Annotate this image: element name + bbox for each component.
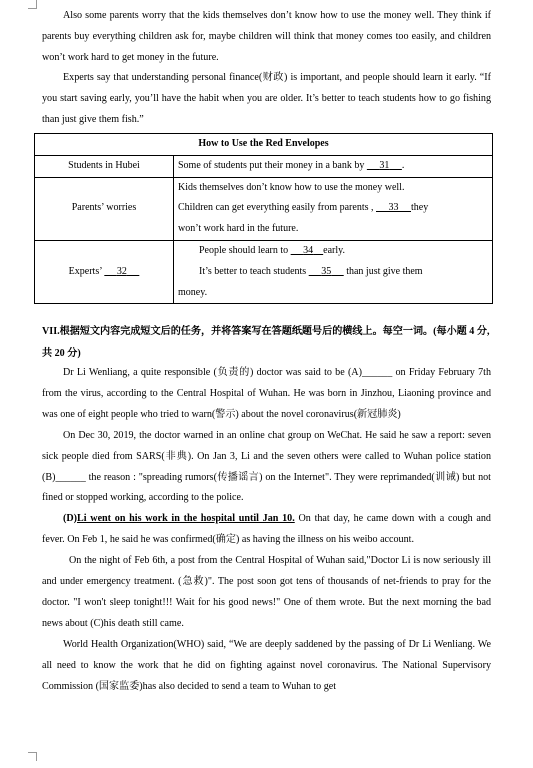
row-students-text: Some of students put their money in a bank by 31 . <box>174 155 493 177</box>
row-label-students <box>35 155 174 177</box>
parents-line-3: won’t work hard in the future. <box>178 223 299 235</box>
table-title: How to Use the Red Envelopes <box>35 134 493 156</box>
margin-mark-top <box>28 0 37 9</box>
section-vii-title: VII.根据短文内容完成短文后的任务，并将答案写在答题纸题号后的横线上。每空一词。(每小题 4 分,共 20 分) <box>42 326 490 359</box>
row-parents-text <box>174 177 493 240</box>
paragraph-who: World Health Organization(WHO) said, “We are deeply saddened by the passing of Dr Li Wenliang. We all need to know the work that he did on fighting against novel coronavirus. The National Supervisory Commission (国家监委)has also decided to send a team to Wuhan to get <box>42 638 491 692</box>
experts-line-2: It’s better to teach students 35 than just give them <box>199 265 423 277</box>
paragraph-experts: Experts say that understanding personal finance(财政) is important, and people should learn it early. “If you start saving early, you’ll have the habit when you are older. It’s better to teach students how to go fishing than just give them fish.” <box>42 72 491 125</box>
blank-31[interactable]: 31 <box>379 159 390 171</box>
red-envelopes-table <box>34 133 493 304</box>
margin-mark-bottom <box>28 752 37 761</box>
paragraph-warning: On Dec 30, 2019, the doctor warned in an online chat group on WeChat. He said he saw a report: seven sick people died from SARS(非典). On Jan 3, Li and the seven others were called to Wuhan police station (B)______ the reason : "spreading rumors(传播谣言) on the Internet". They were reprimanded(训诫) but not fined or stopped working, according to the police. <box>42 429 491 504</box>
underlined-sentence-d: Li went on his work in the hospital until Jan 10. <box>77 513 295 525</box>
passage-dr-li <box>42 363 491 698</box>
row-experts-text <box>174 240 493 303</box>
blank-34[interactable]: 34 <box>303 244 314 256</box>
students-in-hubei-label: Students in Hubei <box>68 159 140 171</box>
experts-line-3: money. <box>178 286 208 298</box>
row-label-experts: Experts’ 32 <box>35 240 174 303</box>
experts-line-1: People should learn to 34 early. <box>199 244 345 256</box>
paragraph-night-post: On the night of Feb 6th, a post from the Central Hospital of Wuhan said,"Doctor Li is now seriously ill and under emergency treatment. (急救)". The post soon got tens of thousands of net-friends to pray for the doctor. "I won't sleep tonight!!! Wait for his good news!" One of them wrote. But the next morning the bad news about (C)his death still came. <box>42 555 491 629</box>
passage-top <box>42 6 491 131</box>
row-label-parents: Parents’ worries <box>35 177 174 240</box>
paragraph-went-on-work: (D)Li went on his work in the hospital until Jan 10. On that day, he came down with a cough and fever. On Feb 1, he said he was confirmed(确定) as having the illness on his weibo account. <box>42 513 491 546</box>
blank-35[interactable]: 35 <box>321 265 332 277</box>
students-text: Some of students put their money in a bank by <box>178 159 365 171</box>
blank-32[interactable]: 32 <box>116 265 127 277</box>
paragraph-dr-li-intro: Dr Li Wenliang, a quite responsible (负责的) doctor was said to be (A)______ on Friday February 7th from the virus, according to the Central Hospital of Wuhan. He was born in Jinzhou, Liaoning province and was one of eight people who tried to warn(警示) about the novel coronavirus(新冠肺炎) <box>42 367 491 420</box>
parents-line-2: Children can get everything easily from parents , 33 they <box>178 202 429 214</box>
parents-line-1: Kids themselves don’t know how to use the money well. <box>178 181 405 193</box>
paragraph-parents-worry: Also some parents worry that the kids themselves don’t know how to use the money well. They think if parents buy everything children ask for, maybe children will think that money comes too easily, and children won’t work hard to get money in the future. <box>42 10 491 63</box>
blank-33[interactable]: 33 <box>388 202 399 214</box>
